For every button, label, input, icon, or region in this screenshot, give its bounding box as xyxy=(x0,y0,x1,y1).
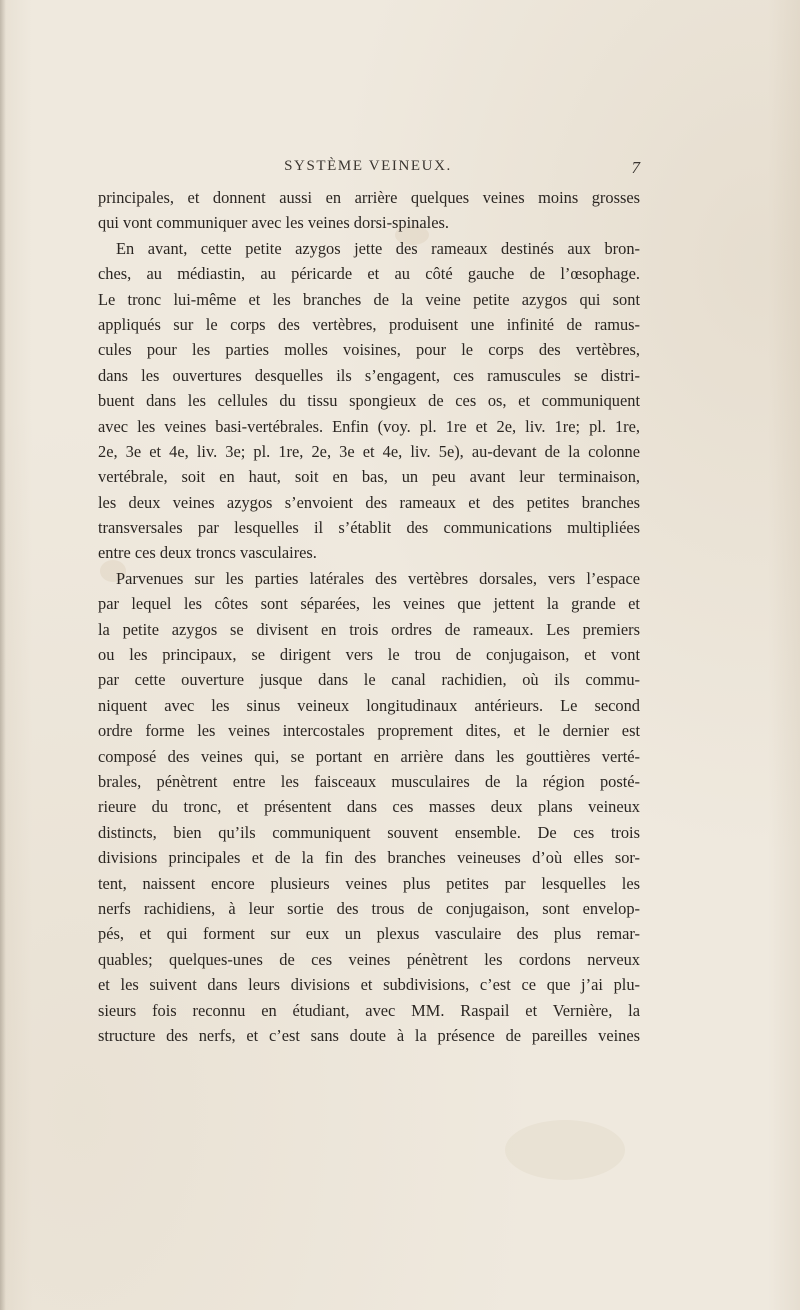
text-line: la petite azygos se divisent en trois ordres de rameaux. Les premiers xyxy=(98,619,640,639)
text-line: qui vont communiquer avec les veines dorsi-spinales. xyxy=(98,213,449,233)
text-line: buent dans les cellules du tissu spongieux de ces os, et communiquent xyxy=(98,391,640,411)
text-line: divisions principales et de la fin des branches veineuses d’où elles sor- xyxy=(98,848,640,868)
text-line: En avant, cette petite azygos jette des rameaux destinés aux bron- xyxy=(116,238,640,258)
text-line: rieure du tronc, et présentent dans ces masses deux plans veineux xyxy=(98,797,640,817)
paragraph xyxy=(98,185,640,236)
text-line: niquent avec les sinus veineux longitudinaux antérieurs. Le second xyxy=(98,695,640,715)
text-line: ou les principaux, se dirigent vers le trou de conjugaison, et vont xyxy=(98,645,640,665)
text-line: 2e, 3e et 4e, liv. 3e; pl. 1re, 2e, 3e et 4e, liv. 5e), au-devant de la colonne xyxy=(98,441,640,461)
text-line: Parvenues sur les parties latérales des vertèbres dorsales, vers l’espace xyxy=(116,568,640,588)
text-line: Le tronc lui-même et les branches de la veine petite azygos qui sont xyxy=(98,289,640,309)
text-line: sieurs fois reconnu en étudiant, avec MM. Raspail et Vernière, la xyxy=(98,1000,640,1020)
page-edge-shadow xyxy=(0,0,6,1310)
text-line: par cette ouverture jusque dans le canal rachidien, où ils commu- xyxy=(98,670,640,690)
running-title: SYSTÈME VEINEUX. xyxy=(284,158,452,174)
text-line: ordre forme les veines intercostales proprement dites, et le dernier est xyxy=(98,721,640,741)
page-number: 7 xyxy=(631,158,640,177)
text-line: vertébrale, soit en haut, soit en bas, un peu avant leur terminaison, xyxy=(98,467,640,487)
text-line: et les suivent dans leurs divisions et subdivisions, c’est ce que j’ai plu- xyxy=(98,975,640,995)
text-line: dans les ouvertures desquelles ils s’engagent, ces ramuscules se distri- xyxy=(98,365,640,385)
text-line: quables; quelques-unes de ces veines pénètrent les cordons nerveux xyxy=(98,949,640,969)
text-line: transversales par lesquelles il s’établit des communications multipliées xyxy=(98,518,640,538)
running-head xyxy=(96,158,640,182)
text-line: composé des veines qui, se portant en arrière dans les gouttières verté- xyxy=(98,746,640,766)
text-line: nerfs rachidiens, à leur sortie des trous de conjugaison, sont envelop- xyxy=(98,898,640,918)
paragraph xyxy=(98,236,640,566)
body-text xyxy=(98,185,640,1048)
text-line: par lequel les côtes sont séparées, les veines que jettent la grande et xyxy=(98,594,640,614)
text-line: entre ces deux troncs vasculaires. xyxy=(98,543,317,563)
paragraph xyxy=(98,566,640,1048)
text-line: avec les veines basi-vertébrales. Enfin (voy. pl. 1re et 2e, liv. 1re; pl. 1re, xyxy=(98,416,640,436)
text-line: ches, au médiastin, au péricarde et au côté gauche de l’œsophage. xyxy=(98,264,640,284)
text-line: brales, pénètrent entre les faisceaux musculaires de la région posté- xyxy=(98,771,640,791)
text-line: tent, naissent encore plusieurs veines plus petites par lesquelles les xyxy=(98,873,640,893)
text-line: cules pour les parties molles voisines, pour le corps des vertèbres, xyxy=(98,340,640,360)
text-line: les deux veines azygos s’envoient des rameaux et des petites branches xyxy=(98,492,640,512)
text-line: structure des nerfs, et c’est sans doute à la présence de pareilles veines xyxy=(98,1025,640,1045)
paper-stain xyxy=(505,1120,625,1180)
text-line: distincts, bien qu’ils communiquent souvent ensemble. De ces trois xyxy=(98,822,640,842)
text-line: principales, et donnent aussi en arrière quelques veines moins grosses xyxy=(98,188,640,207)
text-line: appliqués sur le corps des vertèbres, produisent une infinité de ramus- xyxy=(98,314,640,334)
text-line: pés, et qui forment sur eux un plexus vasculaire des plus remar- xyxy=(98,924,640,944)
